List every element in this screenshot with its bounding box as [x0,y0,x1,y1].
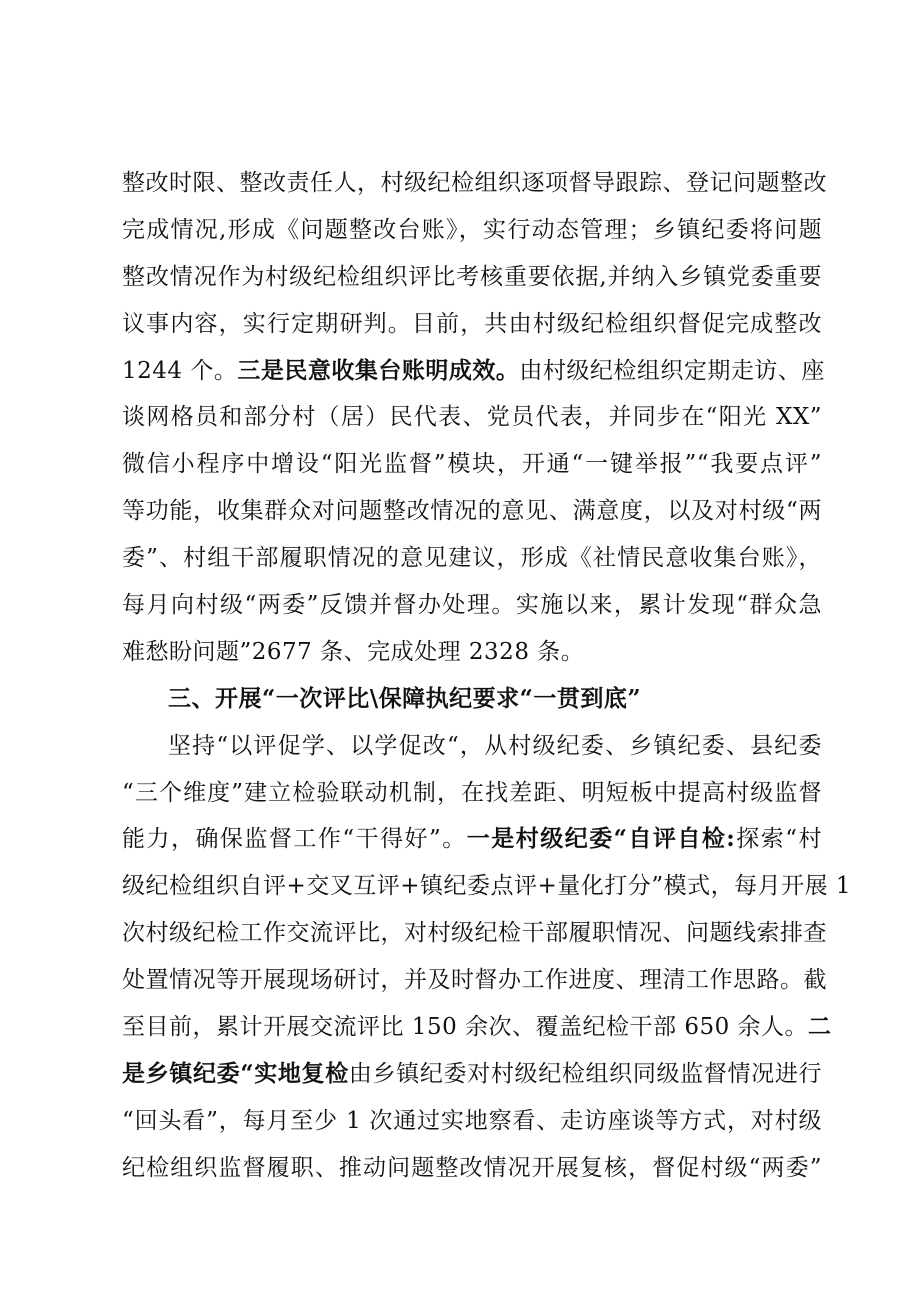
paragraph-line: 整改时限、整改责任人，村级纪检组织逐项督导跟踪、登记问题整改 [122,170,827,196]
document-body [122,160,852,1192]
paragraph-line: 处置情况等开展现场研讨，并及时督办工作进度、理清工作思路。截 [122,967,827,994]
paragraph-text: 由乡镇纪委对村级纪检组织同级监督情况进行 [348,1060,822,1087]
paragraph-line [122,348,825,395]
bold-subheading: 三是民意收集台账明成效。 [237,356,520,384]
paragraph-line [122,1004,832,1051]
paragraph-line: 级纪检组织自评+交叉互评+镇纪委点评+量化打分”模式，每月开展 1 [122,873,852,900]
section-heading: 三、开展“一次评比\保障执纪要求“一贯到底” [168,684,642,712]
paragraph-text: 能力，确保监督工作“干得好”。 [122,826,467,853]
paragraph-line: “回头看”，每月至少 1 次通过实地察看、走访座谈等方式，对村级 [122,1107,822,1134]
bold-subheading: 是乡镇纪委“实地复检 [122,1059,349,1087]
bold-subheading: 一是村级纪委“自评自检: [466,825,736,853]
bold-subheading: 二 [808,1013,832,1041]
paragraph-line: 纪检组织监督履职、推动问题整改情况开展复核，督促村级“两委” [122,1154,822,1181]
paragraph-text: 探索“村 [735,826,822,853]
paragraph-line: 次村级纪检工作交流评比，对村级纪检干部履职情况、问题线索排查 [122,920,827,947]
paragraph-line: 完成情况,形成《问题整改台账》，实行动态管理；乡镇纪委将问题 [122,216,822,243]
paragraph-line: 议事内容，实行定期研判。目前，共由村级纪检组织督促完成整改 [122,310,822,337]
paragraph-text: 1244 个。 [122,357,238,384]
paragraph-line [122,816,822,863]
paragraph-line: 坚持“以评促学、以学促改“，从村级纪委、乡镇纪委、县纪委 [168,732,822,759]
paragraph-line: 整改情况作为村级纪检组织评比考核重要依据,并纳入乡镇党委重要 [122,263,822,290]
paragraph-line: 难愁盼问题”2677 条、完成处理 2328 条。 [122,638,585,665]
paragraph-line: 微信小程序中增设“阳光监督”模块，开通“一键举报”“我要点评” [122,451,822,478]
paragraph-text: 至目前，累计开展交流评比 150 余次、覆盖纪检干部 650 余人。 [122,1014,809,1041]
paragraph-line: 等功能，收集群众对问题整改情况的意见、满意度，以及对村级“两 [122,498,822,525]
paragraph-line [122,1051,822,1098]
paragraph-text: 由村级纪检组织定期走访、座 [519,357,825,384]
paragraph-line: 委”、村组干部履职情况的意见建议，形成《社情民意收集台账》， [122,545,822,572]
paragraph-line: 谈网格员和部分村（居）民代表、党员代表，并同步在“阳光 XX” [122,404,822,431]
paragraph-line: “三个维度”建立检验联动机制，在找差距、明短板中提高村级监督 [122,779,822,806]
paragraph-line: 每月向村级“两委”反馈并督办处理。实施以来，累计发现“群众急 [122,592,822,619]
